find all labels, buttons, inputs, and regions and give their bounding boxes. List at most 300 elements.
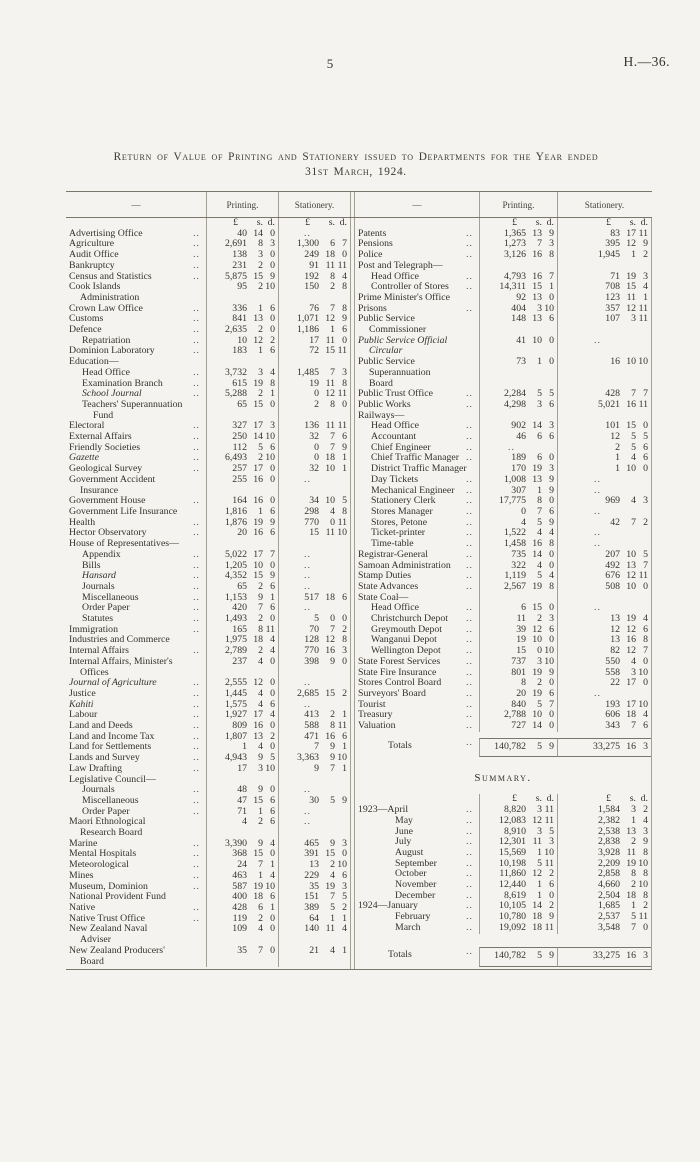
printing-value: 15 0 10 [479, 646, 557, 657]
leader-dots: .. [466, 281, 473, 293]
printing-value: 1,008 13 9 [479, 475, 557, 486]
leader-dots: .. [193, 859, 200, 871]
row-label: Journals .. [82, 580, 200, 592]
row-label: Land and Deeds .. [69, 720, 200, 732]
row-label: Government House .. [69, 495, 200, 507]
table-row [66, 443, 350, 454]
printing-value: 46 6 6 [479, 432, 557, 443]
stationery-value: .. [557, 603, 651, 614]
stationery-value: 2,538 13 3 [557, 827, 651, 838]
leader-dots: .. [193, 559, 200, 571]
table-row [355, 475, 651, 486]
stationery-value: 969 4 3 [557, 496, 651, 507]
row-label: Government Accident Insurance [69, 473, 156, 496]
left-rows [66, 229, 350, 968]
header-blank-left: — [131, 200, 141, 210]
printing-value: 322 4 0 [479, 561, 557, 572]
leader-dots: .. [466, 889, 473, 901]
stationery-value: 71 19 3 [557, 272, 651, 283]
leader-dots: .. [466, 227, 473, 239]
leader-dots: .. [466, 602, 473, 614]
table-row [355, 357, 651, 389]
row-label: Industries and Commerce [69, 634, 170, 646]
leader-dots: .. [193, 687, 200, 699]
totals-label: Totals .. [388, 946, 473, 961]
leader-dots: .. [466, 302, 473, 314]
row-label: Order Paper .. [82, 602, 200, 614]
stationery-value: .. [278, 229, 350, 240]
leader-dots: .. [466, 709, 473, 721]
row-label: September .. [395, 857, 473, 869]
printing-value: 15,569 1 10 [479, 848, 557, 859]
stationery-value: .. [557, 539, 651, 550]
stationery-value: 492 13 7 [557, 561, 651, 572]
table-body [66, 218, 652, 970]
row-label: Education— [69, 356, 119, 368]
printing-value: 6 15 0 [479, 603, 557, 614]
row-label: Stores Control Board .. [358, 677, 473, 689]
leader-dots: .. [193, 516, 200, 528]
printing-value: 2,284 5 5 [479, 389, 557, 400]
stationery-value: 391 15 0 [278, 849, 350, 860]
printing-value: 1,816 1 6 [206, 507, 278, 518]
printing-value: 12,301 11 3 [479, 837, 557, 848]
row-label: Stamp Duties .. [358, 570, 473, 582]
page-number: 5 [326, 56, 334, 71]
printing-value: 463 1 4 [206, 871, 278, 882]
header-blank-right: — [412, 200, 422, 210]
printing-value: 1,205 10 0 [206, 561, 278, 572]
leader-dots: .. [193, 238, 200, 250]
stationery-value: .. [557, 689, 651, 700]
row-label: Hector Observatory .. [69, 527, 200, 539]
leader-dots: .. [466, 698, 473, 710]
row-label: Police .. [358, 249, 473, 261]
row-label: Hansard .. [82, 570, 200, 582]
stationery-value: 83 17 11 [557, 229, 651, 240]
printing-value: 735 14 0 [479, 550, 557, 561]
stationery-value: .. [278, 475, 350, 496]
table-row [355, 816, 651, 827]
leader-dots: .. [466, 452, 473, 464]
row-label: Mines .. [69, 869, 200, 881]
row-label: Agriculture .. [69, 238, 200, 250]
row-label: Patents .. [358, 227, 473, 239]
row-label: December .. [395, 889, 473, 901]
header-stationery-right: Stationery. [557, 192, 651, 217]
row-label: Journals .. [82, 784, 200, 796]
row-label: Justice .. [69, 687, 200, 699]
leader-dots: .. [466, 846, 473, 858]
leader-dots: .. [466, 559, 473, 571]
row-label: Statutes .. [82, 613, 200, 625]
printing-value: 4,793 16 7 [479, 272, 557, 283]
row-label: Head Office .. [371, 270, 473, 282]
stationery-value: 708 15 4 [557, 282, 651, 293]
stationery-value: 32 7 6 [278, 432, 350, 443]
leader-dots: .. [193, 420, 200, 432]
row-label: June .. [395, 825, 473, 837]
printing-value: 428 6 1 [206, 903, 278, 914]
stationery-value: .. [278, 817, 350, 838]
leader-dots: .. [466, 720, 473, 732]
money-unit-header: £ s. d. £ s. d. [355, 794, 651, 805]
table-row [66, 946, 350, 967]
row-label: Public Service Official Circular [358, 334, 448, 357]
leader-dots: .. [466, 666, 473, 678]
leader-dots: .. [193, 602, 200, 614]
table-row [66, 657, 350, 678]
totals-stationery-value: 33,275 16 3 [557, 947, 651, 967]
printing-value: 12,440 1 6 [479, 880, 557, 891]
row-label: Chief Engineer .. [371, 441, 473, 453]
table-row [355, 582, 651, 593]
row-label: State Fire Insurance .. [358, 666, 473, 678]
leader-dots: .. [193, 902, 200, 913]
stationery-value: 2,858 8 8 [557, 869, 651, 880]
row-label: Appendix .. [82, 548, 200, 560]
leader-dots: .. [193, 794, 200, 806]
leader-dots: .. [193, 495, 200, 507]
printing-value: 840 5 7 [479, 700, 557, 711]
printing-value: 4,298 3 6 [479, 400, 557, 411]
printing-value: 6,493 2 10 [206, 453, 278, 464]
stationery-value: 395 12 9 [557, 239, 651, 250]
stationery-value: 13 2 10 [278, 860, 350, 871]
printing-value: 12,083 12 11 [479, 816, 557, 827]
row-label: New Zealand Producers' Board [69, 944, 165, 967]
table-row [355, 336, 651, 357]
row-label: Day Tickets .. [371, 473, 473, 485]
leader-dots: .. [193, 730, 200, 742]
leader-dots: .. [466, 911, 473, 923]
leader-dots: .. [193, 334, 200, 346]
printing-value: 8 2 0 [479, 678, 557, 689]
stationery-value: 76 7 8 [278, 304, 350, 315]
row-label: Miscellaneous .. [82, 591, 200, 603]
row-label: Customs .. [69, 313, 200, 325]
stationery-value: .. [278, 571, 350, 582]
leader-dots: .. [466, 484, 473, 496]
leader-dots: .. [193, 591, 200, 603]
printing-value: 11 2 3 [479, 614, 557, 625]
right-half [355, 218, 652, 969]
stationery-value: .. [557, 336, 651, 357]
stationery-value: 107 3 11 [557, 314, 651, 335]
stationery-value: 343 7 6 [557, 721, 651, 732]
stationery-value: 123 11 1 [557, 293, 651, 304]
stationery-value: 7 9 1 [278, 742, 350, 753]
leader-dots: .. [466, 857, 473, 869]
leader-dots: .. [466, 868, 473, 880]
row-label: New Zealand Naval Adviser [69, 923, 148, 946]
row-label: Immigration .. [69, 623, 200, 635]
stationery-value: 82 12 7 [557, 646, 651, 657]
leader-dots: .. [466, 634, 473, 646]
row-label: State Advances .. [358, 580, 473, 592]
printing-value: .. [479, 443, 557, 454]
printing-value [479, 261, 557, 272]
printing-value: 400 18 6 [206, 892, 278, 903]
report-title-line2: 31st March, 1924. [305, 166, 407, 178]
table-row [66, 582, 350, 593]
row-label: National Provident Fund [69, 891, 166, 903]
row-label: July .. [395, 836, 473, 848]
leader-dots: .. [193, 805, 200, 817]
printing-value: 48 9 0 [206, 785, 278, 796]
stationery-value: 1,071 12 9 [278, 314, 350, 325]
stationery-value: 2 8 0 [278, 400, 350, 421]
printing-value: 148 13 6 [479, 314, 557, 335]
money-unit-header: £ s. d. £ s. d. [66, 218, 350, 229]
leader-dots: .. [193, 463, 200, 475]
row-label: Legislative Council— [69, 773, 156, 785]
stationery-value: 558 3 10 [557, 668, 651, 679]
printing-value: 4,352 15 9 [206, 571, 278, 582]
printing-value: 336 1 6 [206, 304, 278, 315]
stationery-value: 151 7 5 [278, 892, 350, 903]
stationery-value: 34 10 5 [278, 496, 350, 507]
printing-value: 164 16 0 [206, 496, 278, 507]
printing-value: 250 14 10 [206, 432, 278, 443]
printing-value: 5,022 17 7 [206, 550, 278, 561]
printing-value: 2,567 19 8 [479, 582, 557, 593]
row-label: School Journal .. [82, 388, 200, 400]
stationery-value: 15 11 10 [278, 528, 350, 539]
printing-value: 737 3 10 [479, 657, 557, 668]
leader-dots: .. [466, 538, 473, 550]
printing-value: 138 3 0 [206, 250, 278, 261]
printing-value: 4 2 6 [206, 817, 278, 838]
leader-dots: .. [466, 473, 473, 485]
stationery-value: 5 0 0 [278, 614, 350, 625]
printing-value [479, 593, 557, 604]
stationery-value: 428 7 7 [557, 389, 651, 400]
printing-value: 615 19 8 [206, 379, 278, 390]
stationery-value: 91 11 11 [278, 261, 350, 272]
stationery-value: 35 19 3 [278, 882, 350, 893]
stationery-value: .. [557, 475, 651, 486]
stationery-value: 2,685 15 2 [278, 689, 350, 700]
stationery-value [557, 261, 651, 272]
stationery-value: .. [278, 807, 350, 818]
row-label: Christchurch Depot .. [371, 613, 473, 625]
printing-value: 165 8 11 [206, 625, 278, 636]
leader-dots: .. [193, 623, 200, 635]
table-row [66, 400, 350, 421]
stationery-value [278, 775, 350, 786]
leader-dots: .. [193, 720, 200, 732]
stationery-value: 193 17 10 [557, 700, 651, 711]
printing-value: 65 2 6 [206, 582, 278, 593]
row-label: Bills .. [82, 559, 200, 571]
stationery-value: 13 19 4 [557, 614, 651, 625]
leader-dots: .. [466, 570, 473, 582]
header-stationery-left: Stationery. [278, 192, 350, 217]
leader-dots: .. [466, 505, 473, 517]
row-label: Prime Minister's Office [358, 291, 450, 303]
printing-value: 1,119 5 4 [479, 571, 557, 582]
table-header [66, 192, 652, 218]
stationery-value: 1,584 3 2 [557, 805, 651, 816]
row-label: Friendly Societies .. [69, 441, 200, 453]
table-row [66, 550, 350, 561]
row-label: Samoan Administration .. [358, 559, 473, 571]
row-label: 1924—January .. [358, 900, 473, 912]
printing-value: 231 2 0 [206, 261, 278, 272]
printing-value: 1,493 2 0 [206, 614, 278, 625]
printing-value: 1,365 13 9 [479, 229, 557, 240]
printing-value: 1,975 18 4 [206, 635, 278, 646]
row-label: Maori Ethnological Research Board [69, 816, 146, 839]
stationery-value: 229 4 6 [278, 871, 350, 882]
row-label: Treasury .. [358, 709, 473, 721]
leader-dots: .. [466, 420, 473, 432]
leader-dots: .. [466, 527, 473, 539]
row-label: Mechanical Engineer .. [371, 484, 473, 496]
table-row [355, 550, 651, 561]
leader-dots: .. [466, 613, 473, 625]
printing-value: 1,458 16 8 [479, 539, 557, 550]
row-label: Stores, Petone .. [371, 516, 473, 528]
leader-dots: .. [193, 880, 200, 892]
totals-printing-value: 140,782 5 9 [479, 947, 557, 967]
row-label: State Forest Services .. [358, 655, 473, 667]
printing-value: 1,153 9 1 [206, 593, 278, 604]
stationery-value: 32 10 1 [278, 464, 350, 475]
leader-dots: .. [193, 762, 200, 774]
summary-section [355, 757, 651, 969]
table-row [355, 657, 651, 668]
stationery-value: 5,021 16 11 [557, 400, 651, 411]
row-label: Prisons .. [358, 302, 473, 314]
row-label: Public Service Superannuation Board [358, 356, 431, 389]
row-label: Valuation .. [358, 720, 473, 732]
leader-dots: .. [193, 259, 200, 271]
leader-dots: .. [193, 837, 200, 849]
summary-rows [355, 805, 651, 933]
leader-dots: .. [466, 921, 473, 933]
row-label: Cook Islands Administration [69, 281, 140, 303]
stationery-value: 1,685 1 2 [557, 901, 651, 912]
row-label: Public Service Commissioner [358, 313, 427, 336]
leader-dots: .. [193, 324, 200, 336]
summary-totals-row [355, 947, 651, 967]
leader-dots: .. [193, 580, 200, 592]
leader-dots: .. [466, 814, 473, 826]
stationery-value: 389 5 2 [278, 903, 350, 914]
leader-dots: .. [193, 270, 200, 282]
totals-printing-value: 140,782 5 9 [479, 738, 557, 758]
table-row [66, 368, 350, 379]
leader-dots: .. [193, 752, 200, 764]
printing-value: 189 6 0 [479, 453, 557, 464]
printing-value: 404 3 10 [479, 304, 557, 315]
stationery-value: 2,537 5 11 [557, 912, 651, 923]
printing-value: 2,789 2 4 [206, 646, 278, 657]
stationery-value: 0 12 11 [278, 389, 350, 400]
printing-value: 902 14 3 [479, 421, 557, 432]
leader-dots: .. [466, 655, 473, 667]
stationery-value: .. [557, 528, 651, 539]
row-label: November .. [395, 879, 473, 891]
row-label: House of Representatives— [69, 538, 179, 550]
row-label: March .. [395, 921, 473, 933]
row-label: Gazette .. [69, 452, 200, 464]
totals-label: Totals .. [388, 736, 473, 751]
grand-totals-row [355, 738, 651, 758]
row-label: Law Drafting .. [69, 762, 200, 774]
leader-dots: .. [466, 879, 473, 891]
printing-value: 92 13 0 [479, 293, 557, 304]
report-title-line1: Return of Value of Printing and Stationery issued to Departments for the Year ended [113, 151, 599, 163]
row-label: Head Office .. [371, 420, 473, 432]
printing-value: 17 3 10 [206, 764, 278, 775]
table-row [66, 261, 350, 272]
stationery-value: 0 18 1 [278, 453, 350, 464]
stationery-value: 1 4 6 [557, 453, 651, 464]
printing-value: 809 16 0 [206, 721, 278, 732]
money-unit-header: £ s. d. £ s. d. [355, 218, 651, 229]
stationery-value: 101 15 0 [557, 421, 651, 432]
leader-dots: .. [466, 388, 473, 400]
printing-value: 14,311 15 1 [479, 282, 557, 293]
leader-dots: .. [193, 227, 200, 239]
row-label: Registrar-General .. [358, 548, 473, 560]
stationery-value: 207 10 5 [557, 550, 651, 561]
stationery-value: .. [278, 561, 350, 572]
stationery-value: 2 5 6 [557, 443, 651, 454]
table-row [66, 924, 350, 945]
stationery-value: .. [557, 486, 651, 497]
printing-value: 1,807 13 2 [206, 732, 278, 743]
printing-value: 587 19 10 [206, 882, 278, 893]
stationery-value [557, 593, 651, 604]
stationery-value: 3,928 11 8 [557, 848, 651, 859]
stationery-value [557, 411, 651, 422]
printing-value: 4,943 9 5 [206, 753, 278, 764]
printing-value: 3,126 16 8 [479, 250, 557, 261]
row-label: Dominion Laboratory .. [69, 345, 200, 357]
printing-value: 801 19 9 [479, 668, 557, 679]
row-label: Meteorological .. [69, 859, 200, 871]
leader-dots: .. [193, 784, 200, 796]
stationery-value: 12 12 6 [557, 625, 651, 636]
row-label: Pensions .. [358, 238, 473, 250]
row-label: Miscellaneous .. [82, 794, 200, 806]
row-label: Greymouth Depot .. [371, 623, 473, 635]
row-label: Teachers' Superannuation Fund [82, 398, 183, 421]
printing-value: 73 1 0 [479, 357, 557, 389]
stationery-value: 2,209 19 10 [557, 859, 651, 870]
printing-value: 1 4 0 [206, 742, 278, 753]
stationery-value: 1,945 1 2 [557, 250, 651, 261]
leader-dots: .. [466, 548, 473, 560]
stationery-value: 550 4 0 [557, 657, 651, 668]
stationery-value [278, 539, 350, 550]
printing-value: 307 1 9 [479, 486, 557, 497]
leader-dots: .. [193, 912, 200, 924]
printing-value: 41 10 0 [479, 336, 557, 357]
printing-value: 24 7 1 [206, 860, 278, 871]
right-rows [355, 229, 651, 732]
row-label: Tourist .. [358, 698, 473, 710]
stationery-value: 3,363 9 10 [278, 753, 350, 764]
leader-dots: .. [466, 677, 473, 689]
row-label: Order Paper .. [82, 805, 200, 817]
row-label: Marine .. [69, 837, 200, 849]
printing-value: 8,910 3 5 [479, 827, 557, 838]
